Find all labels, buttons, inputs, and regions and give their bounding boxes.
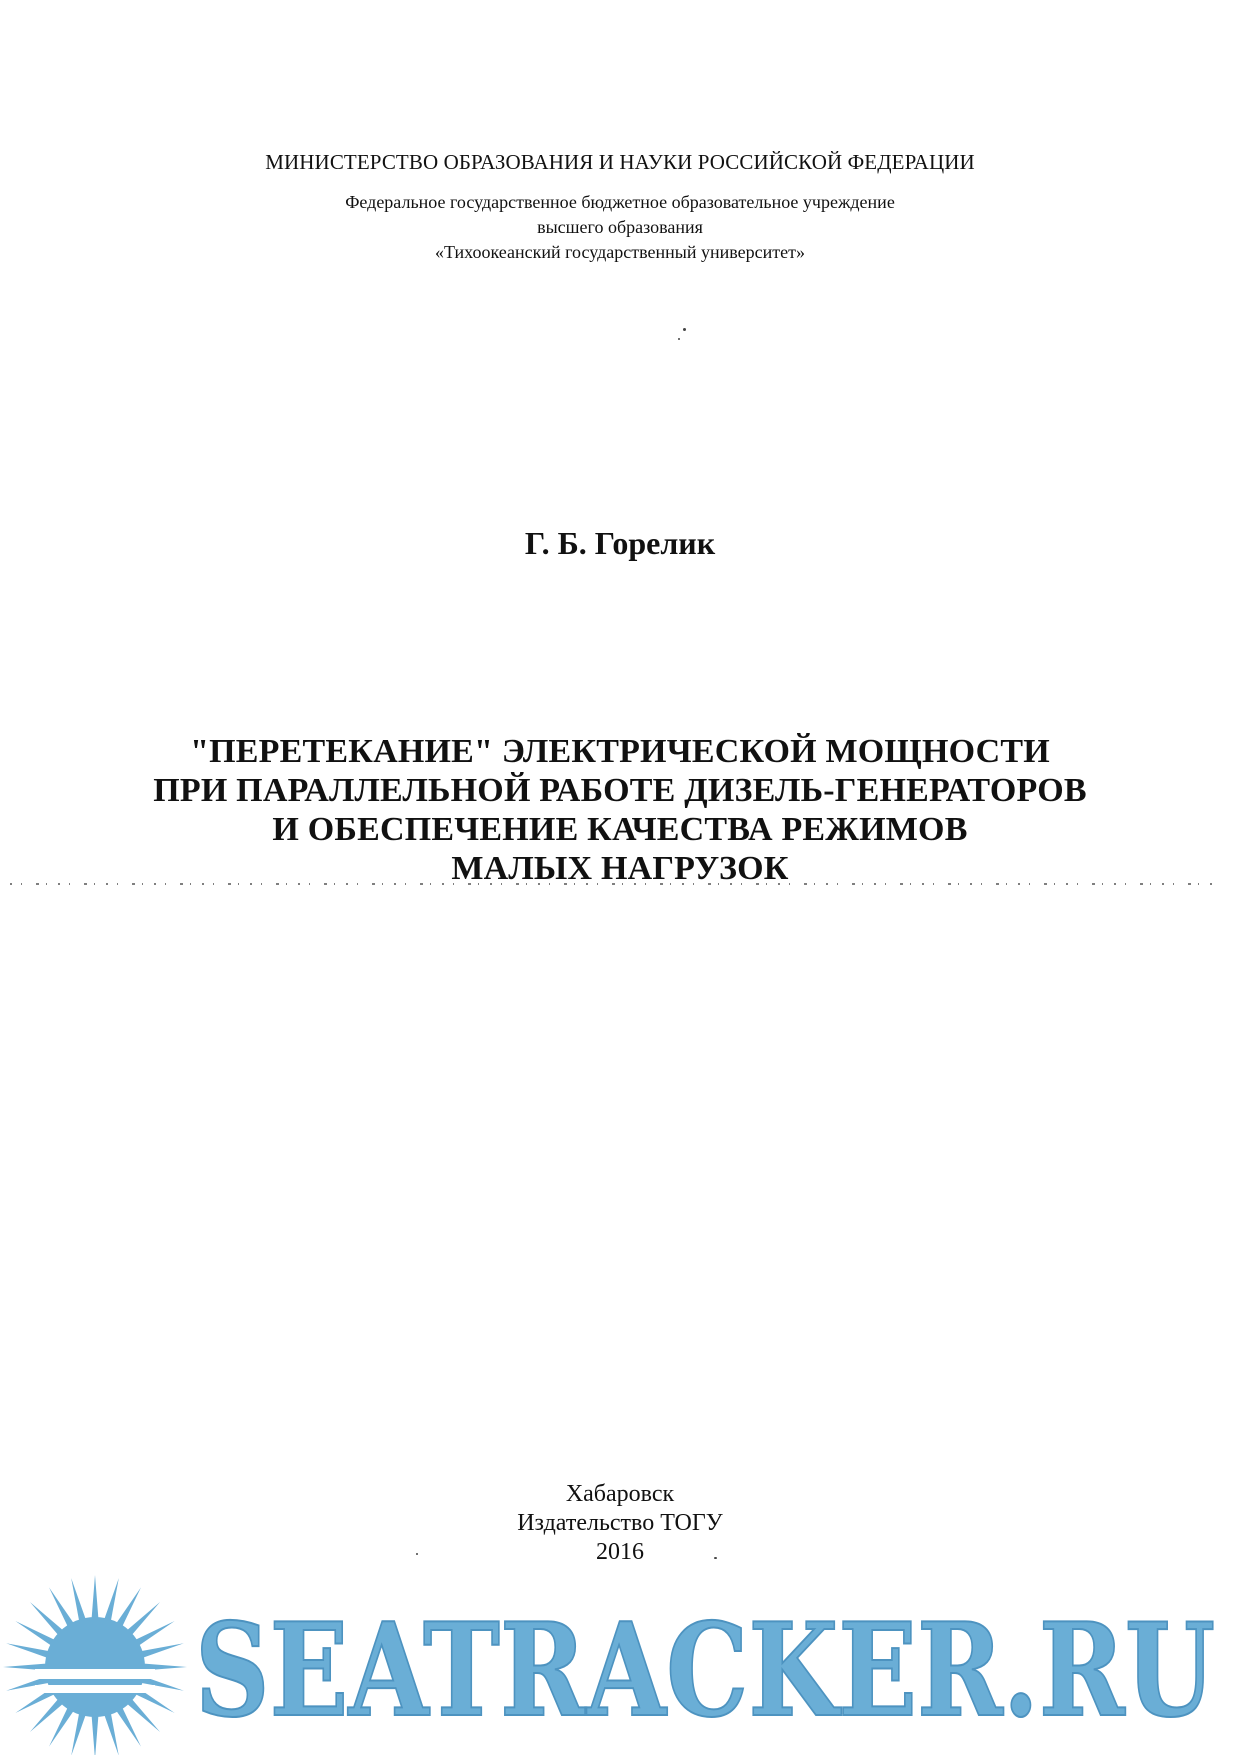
sun-ray xyxy=(15,1621,55,1646)
imprint-city: Хабаровск xyxy=(565,1481,675,1507)
author-name: Г. Б. Горелик xyxy=(524,525,716,561)
sun-ray xyxy=(116,1707,141,1747)
title-line-4: МАЛЫХ НАГРУЗОК xyxy=(451,850,789,887)
sun-ray xyxy=(140,1643,184,1658)
scan-speck xyxy=(683,328,686,331)
imprint-year: 2016 xyxy=(596,1539,644,1565)
institution-line-2: высшего образования xyxy=(537,217,703,237)
sun-ray xyxy=(92,1715,99,1755)
imprint-block xyxy=(0,1480,1240,1567)
scan-speck xyxy=(678,338,680,340)
watermark xyxy=(0,1565,1240,1755)
institution-line-3: «Тихоокеанский государственный университет» xyxy=(435,242,805,262)
scan-noise-line xyxy=(10,882,1215,886)
sun-ray xyxy=(104,1578,119,1622)
document-title xyxy=(0,732,1240,888)
title-line-2: ПРИ ПАРАЛЛЕЛЬНОЙ РАБОТЕ ДИЗЕЛЬ-ГЕНЕРАТОРОВ xyxy=(153,772,1087,809)
sun-ray xyxy=(71,1712,86,1755)
sun-logo-icon xyxy=(3,1575,187,1755)
institution-block xyxy=(0,190,1240,265)
sun-ray xyxy=(92,1575,99,1619)
sun-ray xyxy=(71,1578,86,1622)
sun-ray xyxy=(49,1587,74,1627)
sun-ray xyxy=(6,1643,50,1658)
imprint-publisher: Издательство ТОГУ xyxy=(517,1510,723,1536)
sun-ray xyxy=(135,1621,175,1646)
ministry-heading: МИНИСТЕРСТВО ОБРАЗОВАНИЯ И НАУКИ РОССИЙСКОЙ ФЕДЕРАЦИИ xyxy=(265,150,975,174)
institution-line-1: Федеральное государственное бюджетное образовательное учреждение xyxy=(345,192,895,212)
sun-ray xyxy=(49,1707,74,1747)
watermark-text: SEATRACKER.RU xyxy=(195,1596,1215,1746)
title-line-1: "ПЕРЕТЕКАНИЕ" ЭЛЕКТРИЧЕСКОЙ МОЩНОСТИ xyxy=(190,733,1050,770)
title-line-3: И ОБЕСПЕЧЕНИЕ КАЧЕСТВА РЕЖИМОВ xyxy=(272,811,968,848)
sun-ray xyxy=(104,1712,119,1755)
sun-ray xyxy=(116,1587,141,1627)
